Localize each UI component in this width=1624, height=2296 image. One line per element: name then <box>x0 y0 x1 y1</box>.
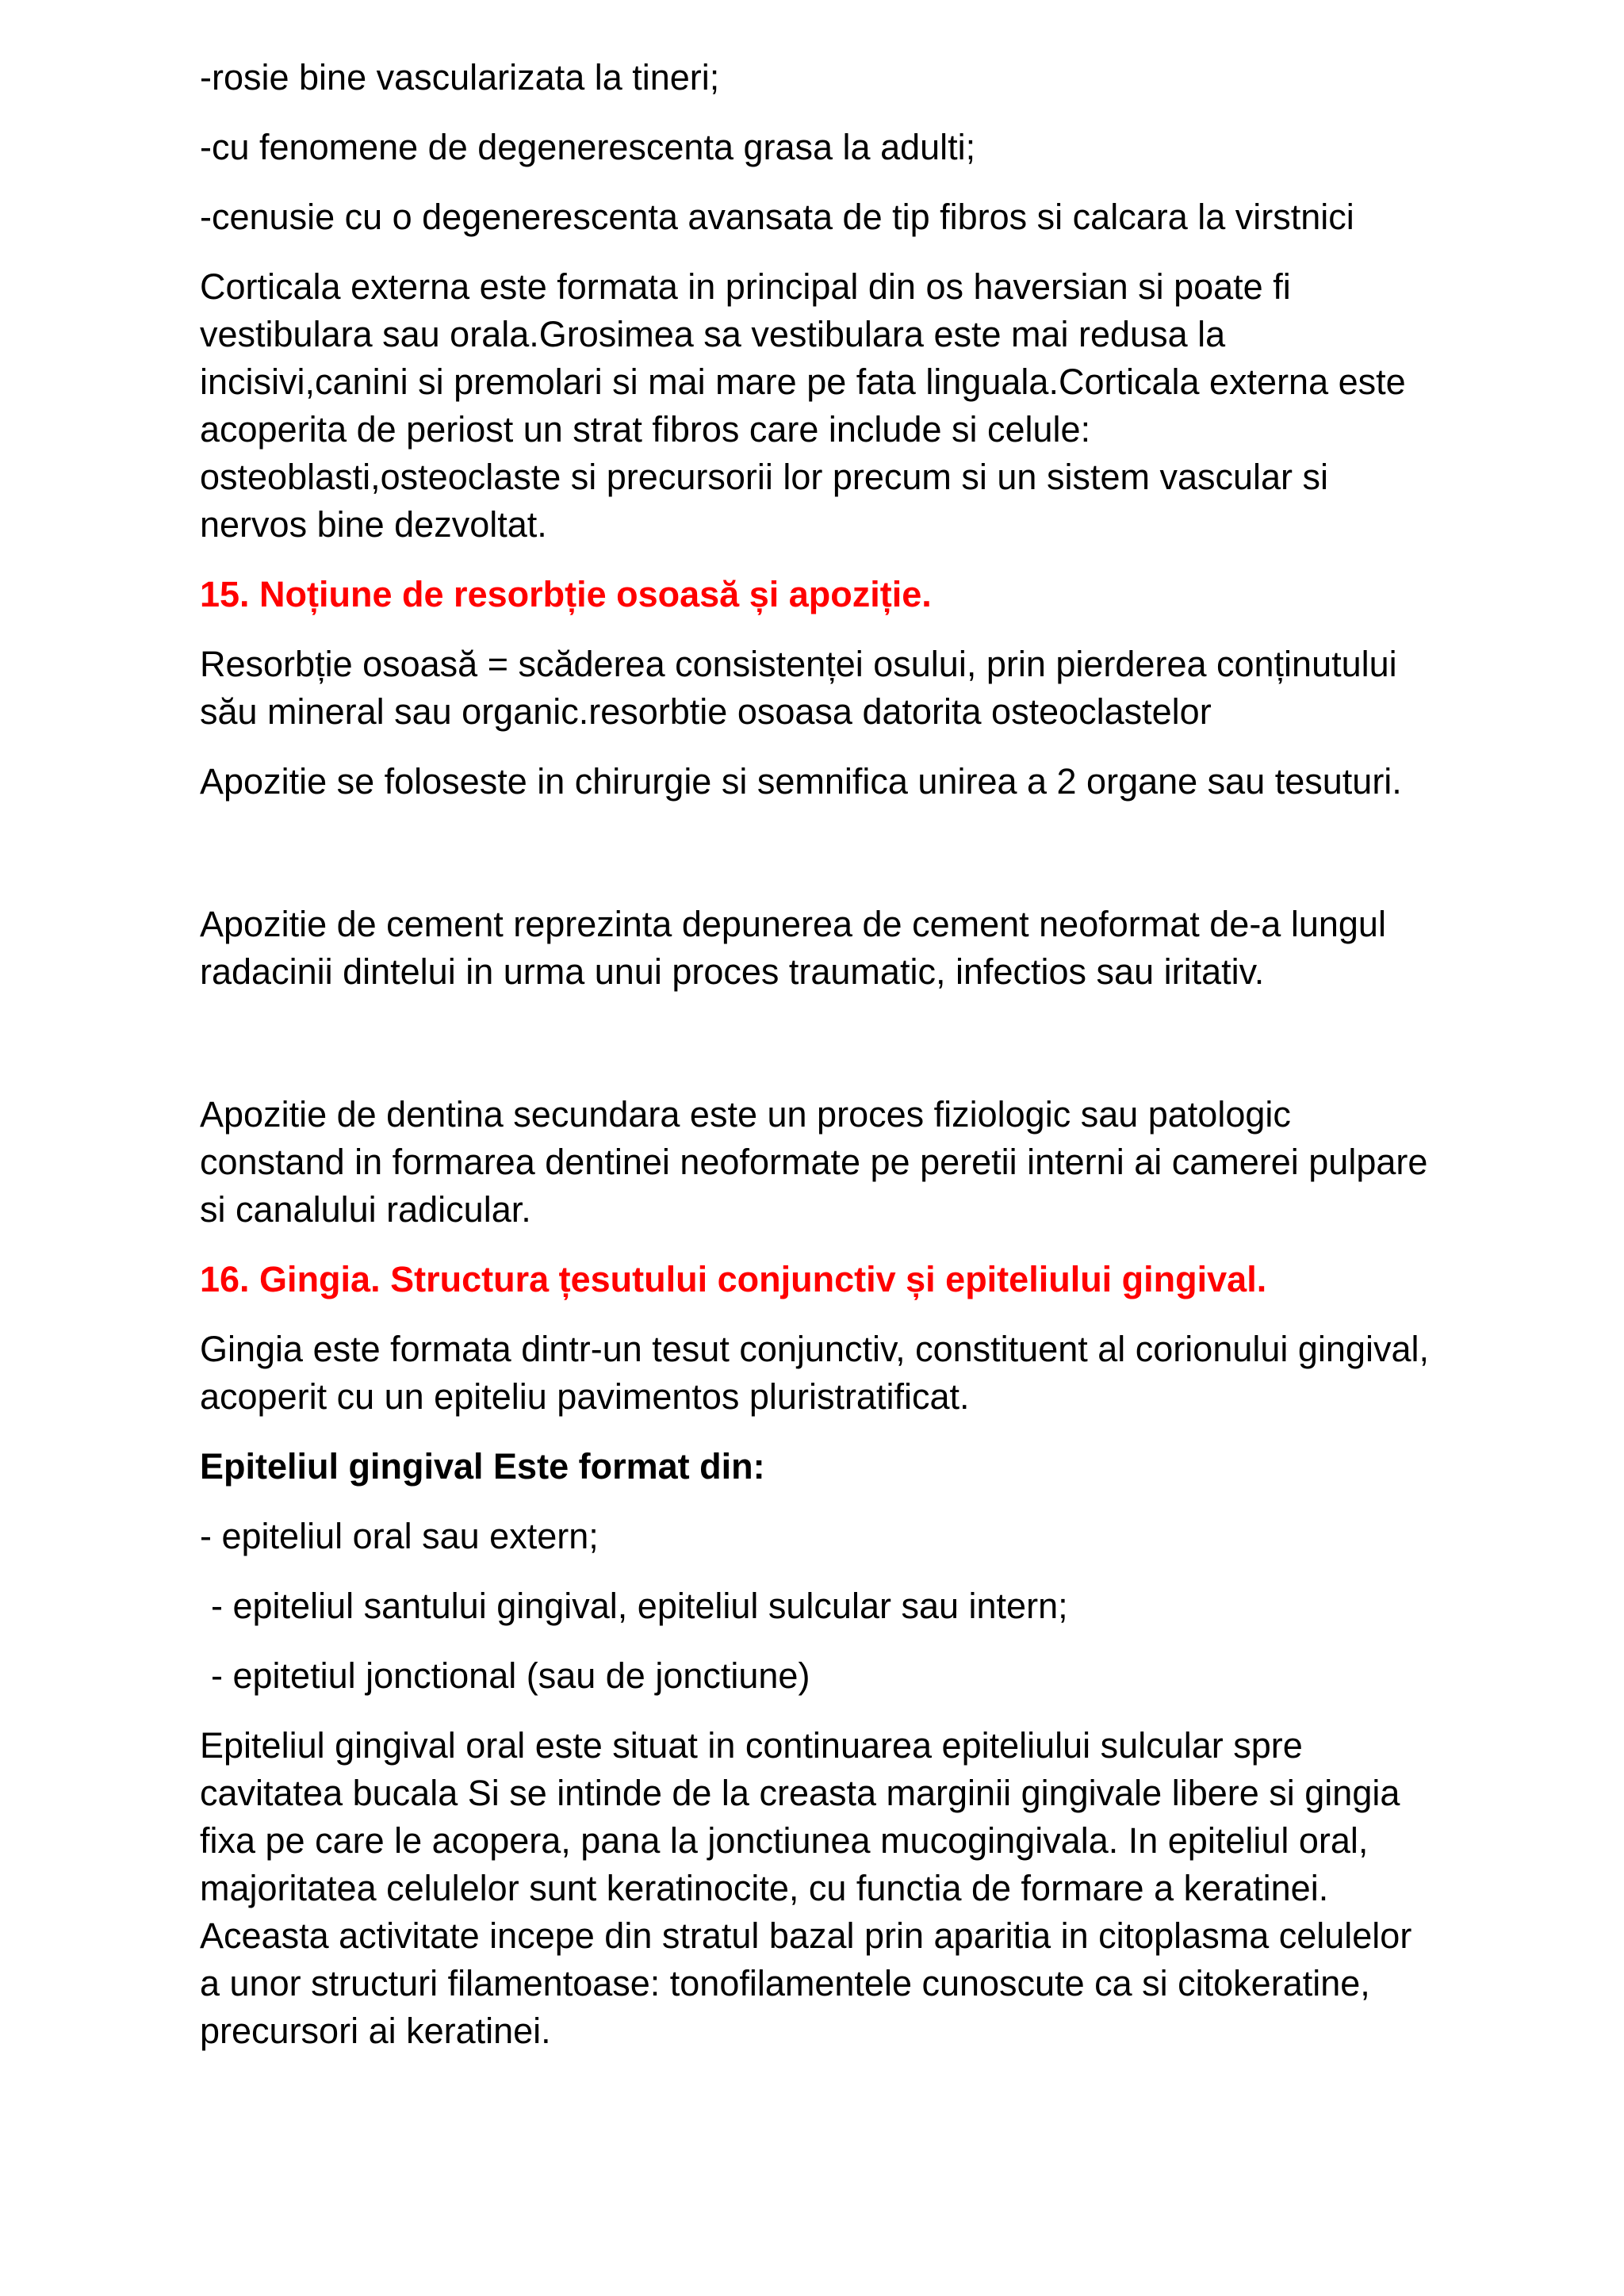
list-item-epiteliul-santului: - epiteliul santului gingival, epiteliul sulcular sau intern; <box>211 1586 1068 1626</box>
list-line-rosie: -rosie bine vascularizata la tineri; <box>200 57 720 98</box>
list-line-cenusie: -cenusie cu o degenerescenta avansata de tip fibros si calcara la virstnici <box>200 197 1354 237</box>
list-item-epiteliul-oral: - epiteliul oral sau extern; <box>200 1516 599 1556</box>
list-line-fenomene: -cu fenomene de degenerescenta grasa la adulti; <box>200 127 976 167</box>
paragraph-gingia: Gingia este formata dintr-un tesut conjunctiv, constituent al corionului gingival, acoperit cu un epiteliu pavimentos pluristratificat. <box>200 1329 1429 1417</box>
paragraph-resorbtie: Resorbție osoasă = scăderea consistenței osului, prin pierderea conținutului său mineral sau organic.resorbtie osoasa datorita osteoclastelor <box>200 644 1397 732</box>
list-item-epitetiul-jonctional: - epitetiul jonctional (sau de jonctiune) <box>211 1655 810 1696</box>
document-page <box>200 54 1437 2077</box>
paragraph-apozitie-dentina: Apozitie de dentina secundara este un proces fiziologic sau patologic constand in formarea dentinei neoformate pe peretii interni ai camerei pulpare si canalului radicular. <box>200 1094 1428 1230</box>
subheading-epiteliul-gingival: Epiteliul gingival Este format din: <box>200 1446 765 1487</box>
section-heading-15: 15. Noțiune de resorbție osoasă și apoziție. <box>200 574 932 614</box>
paragraph-corticala-externa: Corticala externa este formata in principal din os haversian si poate fi vestibulara sau orala.Grosimea sa vestibulara este mai redusa la incisivi,canini si premolari si mai mare pe fata linguala.Corticala externa este acoperita de periost un strat fibros care include si celule: osteoblasti,osteoclaste si precursorii lor precum si un sistem vascular si nervos bine dezvoltat. <box>200 266 1406 545</box>
section-heading-16: 16. Gingia. Structura țesutului conjunctiv și epiteliului gingival. <box>200 1259 1267 1299</box>
paragraph-apozitie-chirurgie: Apozitie se foloseste in chirurgie si semnifica unirea a 2 organe sau tesuturi. <box>200 761 1402 802</box>
paragraph-apozitie-cement: Apozitie de cement reprezinta depunerea de cement neoformat de-a lungul radacinii dintelui in urma unui proces traumatic, infectios sau iritativ. <box>200 904 1386 992</box>
paragraph-epiteliul-oral: Epiteliul gingival oral este situat in continuarea epiteliului sulcular spre cavitatea bucala Si se intinde de la creasta marginii gingivale libere si gingia fixa pe care le acopera, pana la jonctiunea mucogingivala. In epiteliul oral, majoritatea celulelor sunt keratinocite, cu functia de formare a keratinei. Aceasta activitate incepe din stratul bazal prin aparitia in citoplasma celulelor a unor structuri filamentoase: tonofilamentele cunoscute ca si citokeratine, precursori ai keratinei. <box>200 1725 1412 2051</box>
